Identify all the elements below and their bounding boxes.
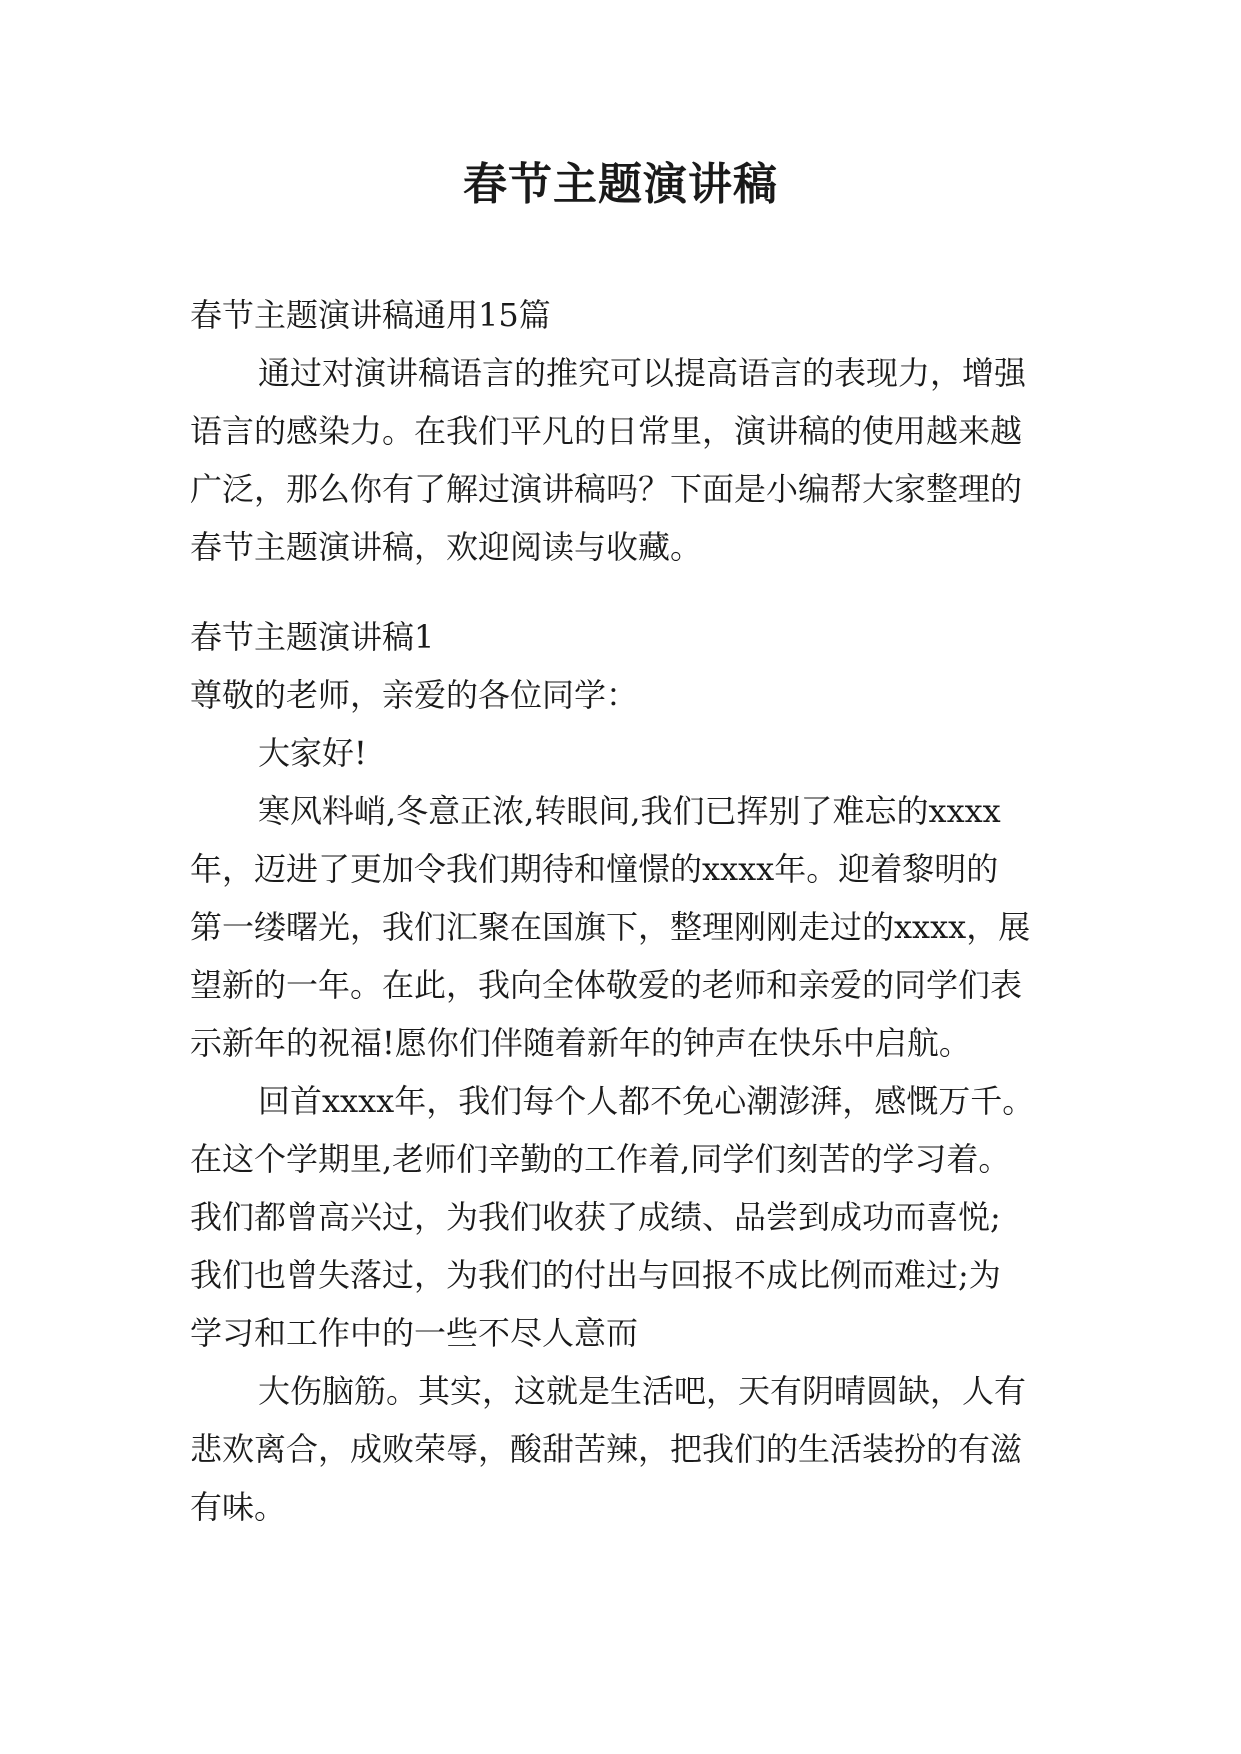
greeting: 大家好! [258, 734, 367, 772]
paragraph-line: 大伤脑筋。其实，这就是生活吧，天有阴晴圆缺，人有 [258, 1372, 1027, 1410]
intro-line: 春节主题演讲稿，欢迎阅读与收藏。 [190, 528, 703, 566]
subtitle: 春节主题演讲稿通用15篇 [190, 296, 551, 334]
paragraph-line: 寒风料峭,冬意正浓,转眼间,我们已挥别了难忘的xxxx [258, 792, 1001, 830]
paragraph-line: 第一缕曙光，我们汇聚在国旗下，整理刚刚走过的xxxx，展 [190, 908, 1031, 946]
paragraph-line: 在这个学期里,老师们辛勤的工作着,同学们刻苦的学习着。 [190, 1140, 1011, 1178]
paragraph-line: 我们也曾失落过，为我们的付出与回报不成比例而难过;为 [190, 1256, 1001, 1294]
paragraph-line: 有味。 [190, 1488, 287, 1526]
intro-line: 语言的感染力。在我们平凡的日常里，演讲稿的使用越来越 [190, 412, 1023, 450]
paragraph-line: 示新年的祝福!愿你们伴随着新年的钟声在快乐中启航。 [190, 1024, 971, 1062]
section-gap [190, 576, 1070, 608]
paragraph-line: 我们都曾高兴过，为我们收获了成绩、品尝到成功而喜悦; [190, 1198, 1001, 1236]
paragraph-line: 年，迈进了更加令我们期待和憧憬的xxxx年。迎着黎明的 [190, 850, 999, 888]
intro-line: 广泛，那么你有了解过演讲稿吗？下面是小编帮大家整理的 [190, 470, 1023, 508]
paragraph-line: 回首xxxx年，我们每个人都不免心潮澎湃，感慨万千。 [258, 1082, 1035, 1120]
section-heading: 春节主题演讲稿1 [190, 618, 435, 656]
intro-line: 通过对演讲稿语言的推究可以提高语言的表现力，增强 [258, 354, 1027, 392]
document-body [190, 286, 1070, 1536]
page-title: 春节主题演讲稿 [463, 159, 778, 210]
paragraph-line: 学习和工作中的一些不尽人意而 [190, 1314, 639, 1352]
salutation: 尊敬的老师，亲爱的各位同学： [190, 676, 639, 714]
paragraph-line: 悲欢离合，成败荣辱，酸甜苦辣，把我们的生活装扮的有滋 [190, 1430, 1023, 1468]
paragraph-line: 望新的一年。在此，我向全体敬爱的老师和亲爱的同学们表 [190, 966, 1023, 1004]
